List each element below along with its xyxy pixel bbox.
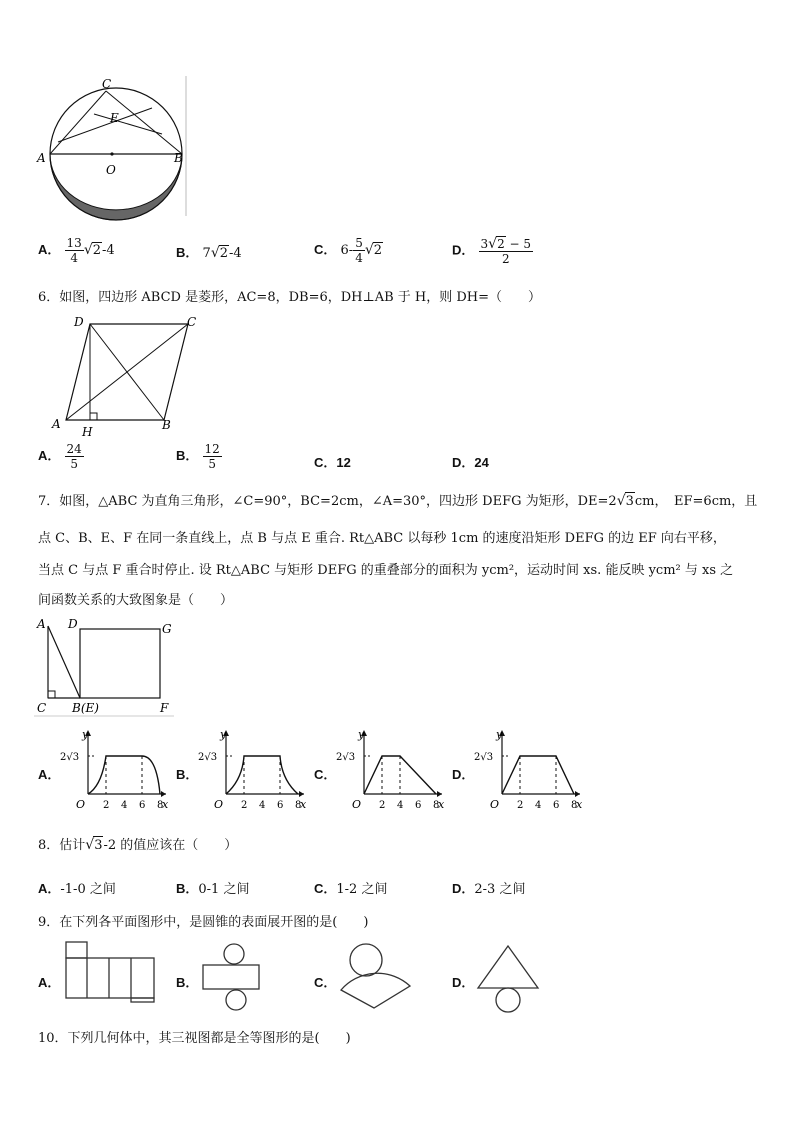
y-axis-label: y (220, 728, 227, 741)
label-c: C (187, 315, 197, 329)
x-tick-label: 4 (535, 800, 542, 811)
q9-option-a[interactable] (38, 972, 60, 991)
x-tick-label: 6 (139, 800, 146, 811)
option-label: C． (314, 975, 337, 990)
x-tick-label: 2 (379, 800, 386, 811)
fraction: $\frac{12}{5}$ (204, 442, 220, 471)
label-b: B (162, 418, 171, 432)
label-a: A (37, 151, 46, 165)
option-label: C． (314, 242, 337, 257)
q8-option-c[interactable]: C．1-2 之间 (314, 881, 388, 897)
y-axis-label: y (82, 728, 89, 741)
q10-text: 10．下列几何体中，其三视图都是全等图形的是( ) (38, 1031, 351, 1046)
origin-label: O (352, 798, 362, 811)
q7-graph-c (334, 724, 446, 812)
x-tick-label: 4 (259, 800, 266, 811)
fraction: $\frac{24}{5}$ (66, 442, 82, 471)
label-d: D (68, 617, 78, 631)
x-arrow (299, 791, 304, 797)
option-label: A． (38, 448, 61, 463)
q8-option-a[interactable]: A．-1-0 之间 (38, 881, 116, 897)
q6-option-c[interactable]: C．12 (314, 455, 351, 470)
option-label: C． (314, 455, 337, 470)
option-label: C． (314, 767, 337, 782)
label-c: C (102, 77, 112, 91)
function-curve (88, 756, 160, 794)
x-axis-label: x (576, 798, 583, 811)
fraction: $\frac{13}{4}$ (66, 236, 82, 265)
q9-triangle-circle-figure (474, 942, 544, 1014)
q5-option-c[interactable]: C． 6- $\frac{5}{4}$ √2 (314, 236, 383, 265)
y-value-label: 2√3 (336, 752, 356, 763)
option-label: D． (452, 767, 475, 782)
option-label: D． (452, 242, 475, 258)
label-d: D (74, 315, 84, 329)
q8-option-d[interactable]: D．2-3 之间 (452, 881, 526, 897)
label-o: O (106, 163, 116, 177)
q6-option-d[interactable]: D．24 (452, 455, 489, 470)
origin-label: O (490, 798, 500, 811)
y-axis-label: y (358, 728, 365, 741)
label-be: B(E) (72, 701, 99, 715)
x-tick-label: 2 (517, 800, 524, 811)
option-label: A． (38, 242, 61, 257)
q7-triangle-rectangle-figure (34, 616, 184, 720)
label-h: H (82, 425, 93, 439)
option-label: A． (38, 975, 61, 990)
option-label: B． (176, 245, 199, 260)
x-tick-label: 2 (103, 800, 110, 811)
option-label: D． (452, 455, 475, 470)
q6-option-a[interactable] (38, 442, 84, 471)
x-axis-label: x (300, 798, 307, 811)
x-arrow (575, 791, 580, 797)
q7-text-line3: 当点 C 与点 F 重合时停止. 设 Rt△ABC 与矩形 DEFG 的重叠部分的面积为 ycm²，运动时间 xs. 能反映 ycm² 与 xs 之 (38, 563, 734, 578)
q7-graph-a (58, 724, 170, 812)
option-label: C． (314, 881, 337, 896)
y-axis-label: y (496, 728, 503, 741)
q5-option-d[interactable] (452, 236, 533, 266)
q6-option-b[interactable] (176, 442, 222, 471)
q5-option-a[interactable]: A． $\frac{13}{4}$ √2-4 (38, 236, 115, 265)
x-axis-label: x (162, 798, 169, 811)
q9-option-d[interactable] (452, 972, 474, 991)
fraction: $\frac{3√2 - 5}{2}$ (480, 236, 532, 266)
option-label: B． (176, 881, 199, 896)
origin-label: O (214, 798, 224, 811)
option-label: D． (452, 975, 475, 990)
q9-net-cone-figure (336, 942, 414, 1012)
option-label: D． (452, 881, 475, 896)
q6-rhombus-figure (48, 312, 208, 440)
y-value-label: 2√3 (198, 752, 218, 763)
label-g: G (162, 622, 172, 636)
q7-text-line2: 点 C、B、E、F 在同一条直线上，点 B 与点 E 重合. Rt△ABC 以每秒 1cm 的速度沿矩形 DEFG 的边 EF 向右平移， (38, 531, 726, 546)
fraction: $\frac{5}{4}$ (355, 236, 363, 265)
q7-text-line4: 间函数关系的大致图象是（ ） (38, 593, 234, 608)
q9-option-b[interactable] (176, 972, 198, 991)
label-a: A (37, 617, 46, 631)
option-label: B． (176, 975, 199, 990)
q7-graph-b (196, 724, 308, 812)
q7-graph-d (472, 724, 584, 812)
q5-option-b[interactable]: B． 7√2-4 (176, 245, 242, 261)
q9-option-c[interactable] (314, 972, 336, 991)
option-label: A． (38, 767, 61, 782)
x-tick-label: 4 (121, 800, 128, 811)
label-a: A (52, 417, 61, 431)
x-tick-label: 8 (157, 800, 164, 811)
label-f: F (160, 701, 169, 715)
function-curve (502, 756, 574, 794)
label-e: E (110, 111, 119, 125)
q9-net-cylinder-figure (198, 942, 264, 1014)
y-value-label: 2√3 (60, 752, 80, 763)
function-curve (226, 756, 298, 794)
option-label: A． (38, 881, 61, 896)
q9-text: 9．在下列各平面图形中，是圆锥的表面展开图的是( ) (38, 915, 369, 930)
x-tick-label: 4 (397, 800, 404, 811)
x-arrow (161, 791, 166, 797)
x-tick-label: 2 (241, 800, 248, 811)
option-label: B． (176, 767, 199, 782)
q6-text: 6．如图，四边形 ABCD 是菱形，AC=8，DB=6，DH⊥AB 于 H，则 DH=（ ） (38, 290, 542, 305)
label-b: B (174, 151, 183, 165)
label-c: C (37, 701, 47, 715)
q8-option-b[interactable]: B．0-1 之间 (176, 881, 250, 897)
q7-text-line1: 7．如图，△ABC 为直角三角形，∠C=90°，BC=2cm，∠A=30°，四边形 DEFG 为矩形，DE=2√3cm， EF=6cm，且 (38, 493, 758, 509)
x-arrow (437, 791, 442, 797)
option-label: B． (176, 448, 199, 463)
x-tick-label: 6 (553, 800, 560, 811)
x-tick-label: 6 (277, 800, 284, 811)
x-tick-label: 8 (433, 800, 440, 811)
q8-text: 8．估计√3-2 的值应该在（ ） (38, 837, 238, 853)
x-tick-label: 6 (415, 800, 422, 811)
y-value-label: 2√3 (474, 752, 494, 763)
q9-net-prism-figure (62, 940, 158, 1004)
origin-label: O (76, 798, 86, 811)
q5-circle-figure (34, 76, 194, 221)
x-tick-label: 8 (295, 800, 302, 811)
x-tick-label: 8 (571, 800, 578, 811)
x-axis-label: x (438, 798, 445, 811)
